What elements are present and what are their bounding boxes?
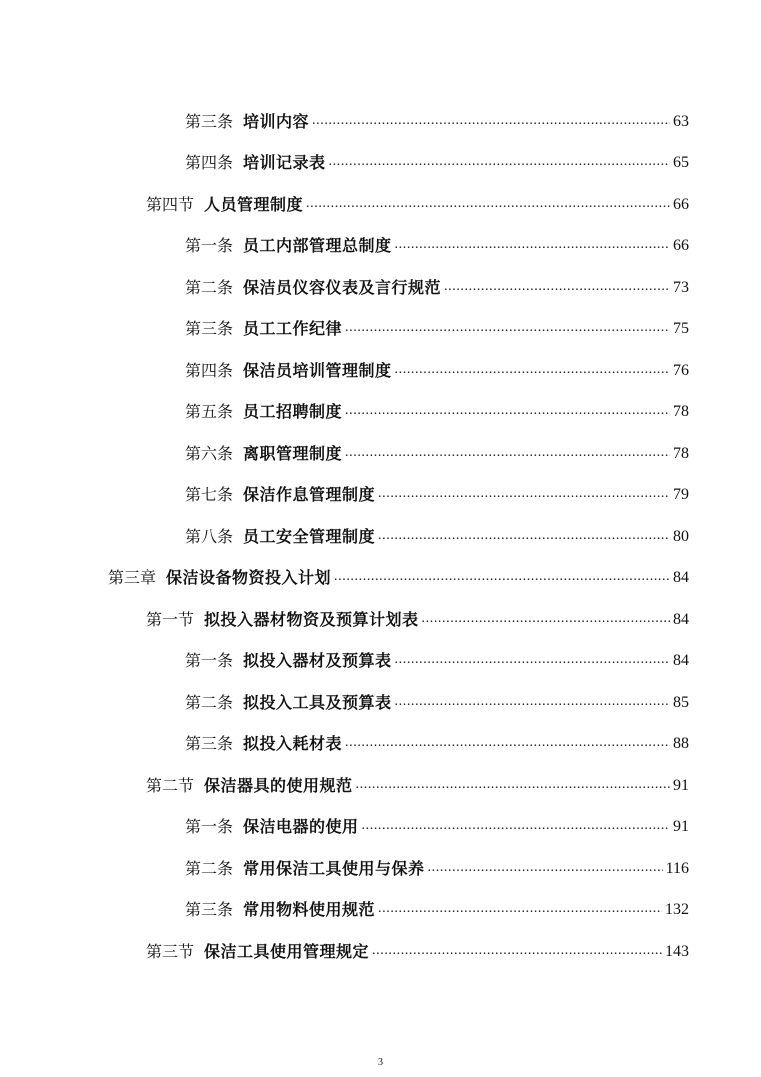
toc-entry-page: 63 bbox=[673, 112, 689, 130]
toc-dot-leader bbox=[345, 734, 670, 754]
toc-entry-number: 第一条 bbox=[185, 236, 234, 255]
toc-entry[interactable] bbox=[0, 464, 761, 506]
toc-entry[interactable] bbox=[0, 796, 761, 838]
toc-entry-number: 第四条 bbox=[185, 153, 234, 172]
toc-dot-leader bbox=[444, 278, 670, 298]
toc-entry-number: 第三条 bbox=[185, 319, 234, 338]
toc-entry[interactable] bbox=[0, 920, 761, 962]
toc-entry-page: 76 bbox=[673, 361, 689, 379]
toc-entry-page: 116 bbox=[665, 859, 689, 877]
toc-entry-title: 保洁工具使用管理规定 bbox=[204, 941, 370, 961]
toc-entry[interactable] bbox=[0, 132, 761, 174]
toc-entry-number: 第二条 bbox=[185, 277, 234, 297]
toc-entry-page: 78 bbox=[673, 403, 689, 420]
toc-dot-leader bbox=[306, 195, 670, 215]
toc-entry-number: 第二条 bbox=[185, 692, 234, 712]
toc-dot-leader bbox=[378, 485, 670, 505]
toc-entry-number: 第三章 bbox=[108, 568, 157, 587]
toc-entry-page: 66 bbox=[673, 195, 689, 213]
toc-entry-title: 保洁作息管理制度 bbox=[243, 485, 376, 504]
toc-dot-leader bbox=[356, 776, 670, 796]
toc-entry-page: 79 bbox=[673, 486, 689, 503]
toc-dot-leader bbox=[378, 527, 670, 547]
toc-entry-title: 拟投入耗材表 bbox=[243, 734, 343, 753]
toc-entry-page: 132 bbox=[665, 901, 689, 918]
toc-entry-title: 保洁员仪容仪表及言行规范 bbox=[243, 277, 442, 297]
toc-entry-number: 第一条 bbox=[185, 817, 234, 836]
toc-entry-number: 第三条 bbox=[185, 900, 234, 919]
toc-dot-leader bbox=[395, 693, 670, 713]
toc-entry-page: 91 bbox=[673, 776, 689, 794]
toc-entry-title: 拟投入器材物资及预算计划表 bbox=[204, 609, 419, 629]
toc-entry-page: 78 bbox=[673, 444, 689, 462]
toc-entry-page: 73 bbox=[673, 278, 689, 296]
toc-entry-page: 65 bbox=[673, 154, 689, 171]
toc-entry[interactable] bbox=[0, 339, 761, 381]
toc-entry-number: 第六条 bbox=[185, 443, 234, 463]
toc-entry-title: 拟投入器材及预算表 bbox=[243, 651, 392, 670]
toc-entry[interactable] bbox=[0, 505, 761, 547]
toc-entry-number: 第四节 bbox=[146, 194, 195, 214]
toc-entry-page: 66 bbox=[673, 237, 689, 254]
toc-entry[interactable] bbox=[0, 90, 761, 132]
toc-dot-leader bbox=[334, 568, 670, 588]
toc-entry-title: 保洁设备物资投入计划 bbox=[166, 568, 332, 587]
toc-entry[interactable] bbox=[0, 588, 761, 630]
toc-entry-number: 第四条 bbox=[185, 360, 234, 380]
toc-dot-leader bbox=[378, 900, 662, 920]
toc-dot-leader bbox=[395, 361, 670, 381]
toc-entry[interactable] bbox=[0, 671, 761, 713]
toc-entry-page: 80 bbox=[673, 527, 689, 545]
toc-dot-leader bbox=[329, 153, 670, 173]
toc-entry-title: 常用保洁工具使用与保养 bbox=[243, 858, 425, 878]
toc-dot-leader bbox=[395, 651, 670, 671]
toc-entry[interactable] bbox=[0, 837, 761, 879]
toc-dot-leader bbox=[428, 859, 663, 879]
toc-entry-number: 第五条 bbox=[185, 402, 234, 421]
toc-entry-page: 84 bbox=[673, 652, 689, 669]
toc-entry-page: 85 bbox=[673, 693, 689, 711]
toc-entry-number: 第一条 bbox=[185, 651, 234, 670]
toc-dot-leader bbox=[422, 610, 670, 630]
toc-entry-number: 第三条 bbox=[185, 111, 234, 131]
toc-entry-page: 84 bbox=[673, 610, 689, 628]
toc-dot-leader bbox=[345, 319, 670, 339]
toc-entry-number: 第三条 bbox=[185, 734, 234, 753]
toc-entry-page: 143 bbox=[665, 942, 689, 960]
toc-entry[interactable] bbox=[0, 256, 761, 298]
toc-entry[interactable] bbox=[0, 547, 761, 589]
toc-entry[interactable] bbox=[0, 422, 761, 464]
toc-entry-title: 培训内容 bbox=[243, 111, 310, 131]
toc-dot-leader bbox=[312, 112, 670, 132]
toc-entry-title: 保洁器具的使用规范 bbox=[204, 775, 353, 795]
toc-entry-title: 拟投入工具及预算表 bbox=[243, 692, 392, 712]
toc-dot-leader bbox=[345, 402, 670, 422]
toc-entry-number: 第一节 bbox=[146, 609, 195, 629]
toc-entry-number: 第三节 bbox=[146, 941, 195, 961]
toc-entry-title: 员工招聘制度 bbox=[243, 402, 343, 421]
page-number: 3 bbox=[378, 1057, 383, 1068]
toc-entry-number: 第二条 bbox=[185, 858, 234, 878]
toc-entry-page: 84 bbox=[673, 569, 689, 586]
toc-entry-number: 第二节 bbox=[146, 775, 195, 795]
toc-entry-title: 保洁员培训管理制度 bbox=[243, 360, 392, 380]
toc-dot-leader bbox=[362, 817, 670, 837]
toc-entry-title: 培训记录表 bbox=[243, 153, 326, 172]
toc-entry[interactable] bbox=[0, 381, 761, 423]
toc-entry[interactable] bbox=[0, 879, 761, 921]
toc-entry-number: 第七条 bbox=[185, 485, 234, 504]
toc-entry-page: 91 bbox=[673, 818, 689, 835]
toc-entry-title: 人员管理制度 bbox=[204, 194, 304, 214]
toc-entry-title: 离职管理制度 bbox=[243, 443, 343, 463]
toc-entry-title: 常用物料使用规范 bbox=[243, 900, 376, 919]
toc-dot-leader bbox=[372, 942, 662, 962]
toc-dot-leader bbox=[395, 236, 670, 256]
toc-dot-leader bbox=[345, 444, 670, 464]
table-of-contents bbox=[0, 90, 761, 962]
toc-entry-title: 员工工作纪律 bbox=[243, 319, 343, 338]
toc-entry[interactable] bbox=[0, 173, 761, 215]
toc-entry-page: 88 bbox=[673, 735, 689, 752]
toc-entry[interactable] bbox=[0, 630, 761, 672]
toc-entry-title: 员工安全管理制度 bbox=[243, 526, 376, 546]
toc-entry-number: 第八条 bbox=[185, 526, 234, 546]
toc-entry-title: 员工内部管理总制度 bbox=[243, 236, 392, 255]
toc-entry-page: 75 bbox=[673, 320, 689, 337]
toc-entry-title: 保洁电器的使用 bbox=[243, 817, 359, 836]
toc-entry[interactable] bbox=[0, 215, 761, 257]
toc-entry[interactable] bbox=[0, 754, 761, 796]
toc-entry[interactable] bbox=[0, 298, 761, 340]
toc-entry[interactable] bbox=[0, 713, 761, 755]
